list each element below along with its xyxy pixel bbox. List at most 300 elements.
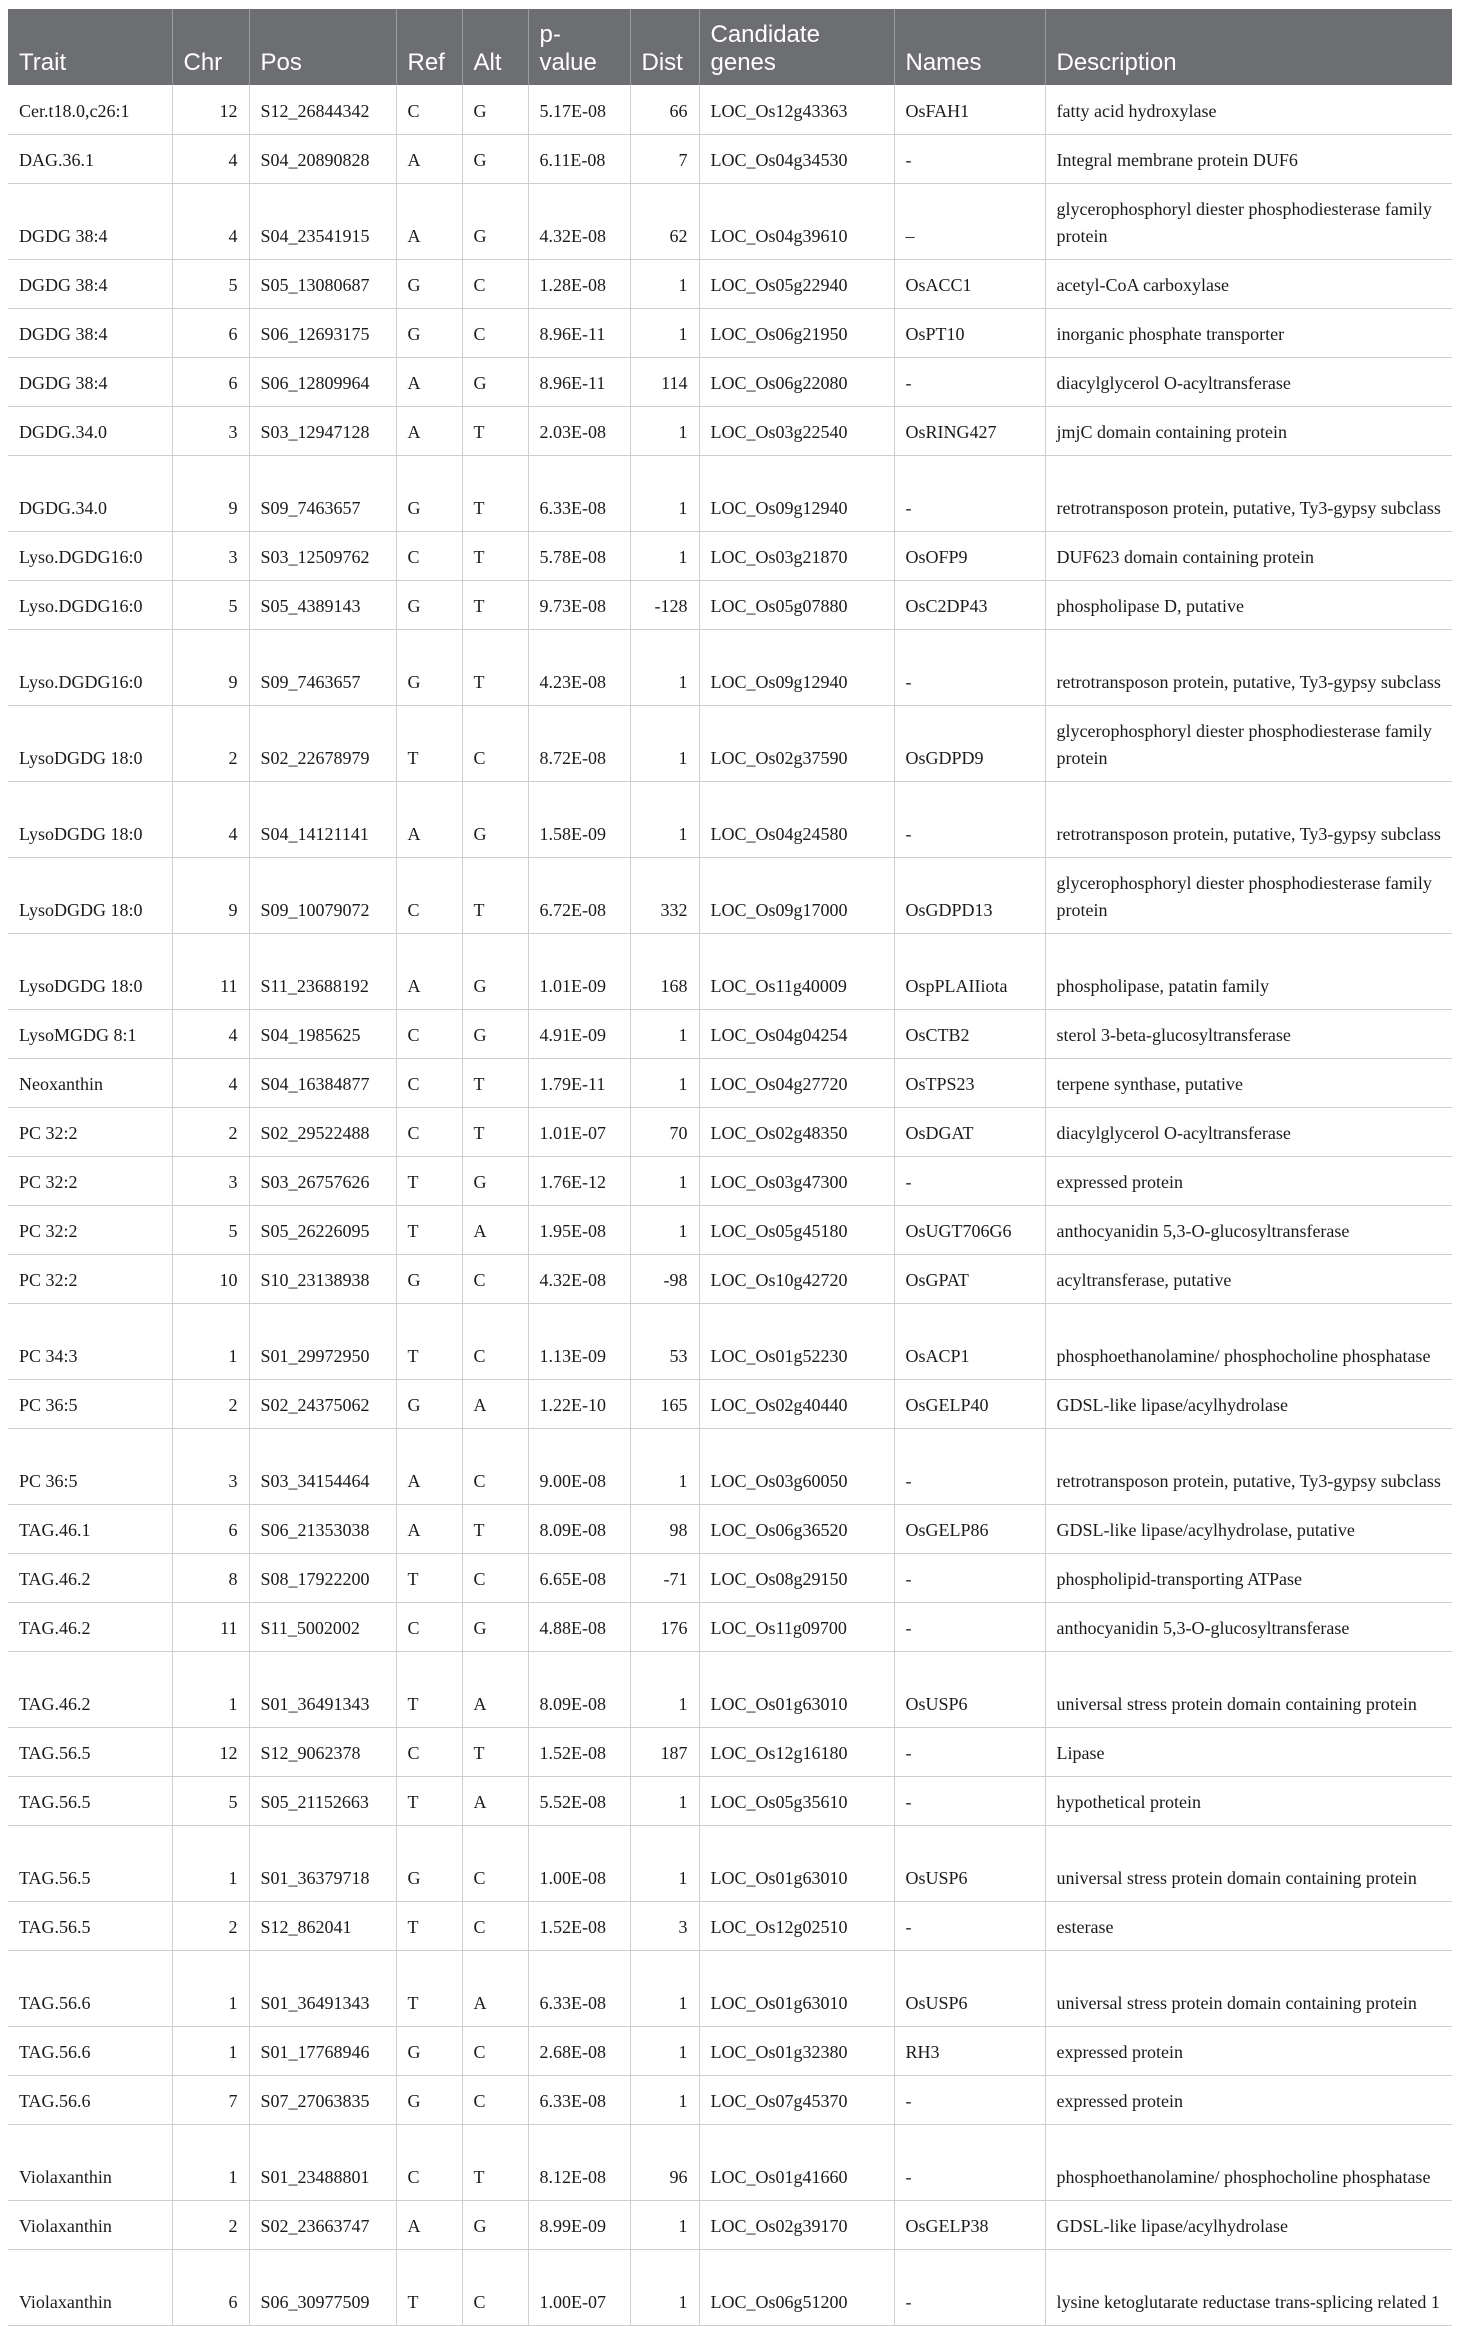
cell-alt: T	[462, 1504, 528, 1553]
cell-trait: Lyso.DGDG16:0	[8, 531, 172, 580]
cell-candidate-gene: LOC_Os03g47300	[699, 1156, 894, 1205]
cell-pos: S03_12947128	[249, 406, 396, 455]
table-row	[8, 308, 1452, 357]
cell-pos: S12_9062378	[249, 1727, 396, 1776]
cell-name: OsFAH1	[894, 85, 1045, 134]
cell-alt: G	[462, 85, 528, 134]
cell-dist: 1	[630, 2075, 699, 2124]
cell-trait: Lyso.DGDG16:0	[8, 580, 172, 629]
cell-pos: S01_36491343	[249, 1651, 396, 1727]
table-row	[8, 134, 1452, 183]
cell-alt: T	[462, 455, 528, 531]
cell-name: OsUSP6	[894, 1825, 1045, 1901]
cell-p-value: 2.03E-08	[528, 406, 630, 455]
cell-candidate-gene: LOC_Os01g63010	[699, 1950, 894, 2026]
cell-candidate-gene: LOC_Os04g04254	[699, 1009, 894, 1058]
column-header-chr: Chr	[172, 9, 249, 85]
column-header-names: Names	[894, 9, 1045, 85]
cell-candidate-gene: LOC_Os02g39170	[699, 2200, 894, 2249]
cell-ref: A	[396, 1428, 462, 1504]
cell-candidate-gene: LOC_Os06g36520	[699, 1504, 894, 1553]
cell-chr: 2	[172, 1901, 249, 1950]
cell-dist: 176	[630, 1602, 699, 1651]
cell-pos: S12_862041	[249, 1901, 396, 1950]
cell-ref: T	[396, 705, 462, 781]
table-row	[8, 1009, 1452, 1058]
table-row	[8, 183, 1452, 259]
cell-candidate-gene: LOC_Os05g07880	[699, 580, 894, 629]
cell-dist: 1	[630, 781, 699, 857]
cell-alt: C	[462, 2249, 528, 2325]
cell-pos: S03_26757626	[249, 1156, 396, 1205]
cell-chr: 5	[172, 1776, 249, 1825]
table-header	[8, 9, 1452, 85]
cell-dist: 1	[630, 1950, 699, 2026]
cell-name: -	[894, 1901, 1045, 1950]
cell-pos: S02_29522488	[249, 1107, 396, 1156]
cell-chr: 6	[172, 1504, 249, 1553]
cell-p-value: 1.00E-07	[528, 2249, 630, 2325]
cell-alt: A	[462, 1205, 528, 1254]
cell-trait: DGDG.34.0	[8, 455, 172, 531]
cell-description: lysine ketoglutarate reductase trans-splicing related 1	[1045, 2249, 1452, 2325]
cell-ref: T	[396, 1950, 462, 2026]
table-row	[8, 455, 1452, 531]
cell-name: OsUSP6	[894, 1950, 1045, 2026]
table-row	[8, 1727, 1452, 1776]
cell-alt: G	[462, 1602, 528, 1651]
cell-trait: LysoMGDG 8:1	[8, 1009, 172, 1058]
cell-chr: 6	[172, 357, 249, 406]
table-body	[8, 85, 1452, 2325]
cell-candidate-gene: LOC_Os06g51200	[699, 2249, 894, 2325]
cell-dist: 1	[630, 1776, 699, 1825]
cell-description: acetyl-CoA carboxylase	[1045, 259, 1452, 308]
cell-dist: 3	[630, 1901, 699, 1950]
cell-ref: G	[396, 2075, 462, 2124]
cell-p-value: 6.11E-08	[528, 134, 630, 183]
column-header-trait: Trait	[8, 9, 172, 85]
cell-name: -	[894, 2075, 1045, 2124]
cell-description: anthocyanidin 5,3-O-glucosyltransferase	[1045, 1602, 1452, 1651]
cell-trait: TAG.56.6	[8, 2075, 172, 2124]
header-row	[8, 9, 1452, 85]
cell-chr: 3	[172, 406, 249, 455]
table-row	[8, 357, 1452, 406]
table-row	[8, 2200, 1452, 2249]
cell-ref: G	[396, 1379, 462, 1428]
table-row	[8, 2026, 1452, 2075]
cell-alt: C	[462, 1825, 528, 1901]
cell-p-value: 9.73E-08	[528, 580, 630, 629]
cell-name: OsGPAT	[894, 1254, 1045, 1303]
cell-name: -	[894, 1156, 1045, 1205]
cell-alt: A	[462, 1776, 528, 1825]
table-row	[8, 1950, 1452, 2026]
cell-dist: 70	[630, 1107, 699, 1156]
cell-dist: 1	[630, 705, 699, 781]
cell-p-value: 6.33E-08	[528, 455, 630, 531]
cell-trait: TAG.56.5	[8, 1776, 172, 1825]
cell-chr: 4	[172, 1058, 249, 1107]
cell-candidate-gene: LOC_Os05g45180	[699, 1205, 894, 1254]
cell-chr: 12	[172, 1727, 249, 1776]
cell-description: phospholipid-transporting ATPase	[1045, 1553, 1452, 1602]
cell-ref: T	[396, 1156, 462, 1205]
cell-description: GDSL-like lipase/acylhydrolase	[1045, 1379, 1452, 1428]
table-row	[8, 2124, 1452, 2200]
cell-chr: 11	[172, 1602, 249, 1651]
cell-name: -	[894, 1428, 1045, 1504]
cell-dist: 1	[630, 1156, 699, 1205]
cell-ref: A	[396, 134, 462, 183]
cell-candidate-gene: LOC_Os05g35610	[699, 1776, 894, 1825]
cell-candidate-gene: LOC_Os04g34530	[699, 134, 894, 183]
cell-dist: 1	[630, 1205, 699, 1254]
cell-ref: T	[396, 1553, 462, 1602]
cell-name: OsOFP9	[894, 531, 1045, 580]
cell-alt: A	[462, 1379, 528, 1428]
cell-chr: 1	[172, 1651, 249, 1727]
cell-pos: S02_22678979	[249, 705, 396, 781]
cell-ref: G	[396, 259, 462, 308]
cell-p-value: 1.52E-08	[528, 1727, 630, 1776]
cell-alt: T	[462, 406, 528, 455]
cell-alt: G	[462, 134, 528, 183]
cell-pos: S01_36379718	[249, 1825, 396, 1901]
cell-trait: Violaxanthin	[8, 2124, 172, 2200]
cell-ref: A	[396, 2200, 462, 2249]
cell-name: -	[894, 134, 1045, 183]
cell-alt: T	[462, 1107, 528, 1156]
cell-candidate-gene: LOC_Os01g52230	[699, 1303, 894, 1379]
cell-chr: 1	[172, 1303, 249, 1379]
cell-description: glycerophosphoryl diester phosphodiesterase family protein	[1045, 857, 1452, 933]
cell-description: glycerophosphoryl diester phosphodiesterase family protein	[1045, 705, 1452, 781]
cell-chr: 2	[172, 1107, 249, 1156]
cell-description: retrotransposon protein, putative, Ty3-gypsy subclass	[1045, 629, 1452, 705]
column-header-candidate-genes: Candidate genes	[699, 9, 894, 85]
cell-ref: C	[396, 1107, 462, 1156]
cell-ref: G	[396, 1825, 462, 1901]
table-row	[8, 1504, 1452, 1553]
cell-chr: 5	[172, 580, 249, 629]
cell-p-value: 1.28E-08	[528, 259, 630, 308]
table-row	[8, 2075, 1452, 2124]
cell-dist: 187	[630, 1727, 699, 1776]
cell-pos: S10_23138938	[249, 1254, 396, 1303]
cell-description: expressed protein	[1045, 1156, 1452, 1205]
cell-description: GDSL-like lipase/acylhydrolase, putative	[1045, 1504, 1452, 1553]
cell-name: -	[894, 1602, 1045, 1651]
table-row	[8, 1776, 1452, 1825]
cell-trait: Violaxanthin	[8, 2249, 172, 2325]
cell-ref: G	[396, 455, 462, 531]
cell-alt: C	[462, 259, 528, 308]
cell-pos: S05_4389143	[249, 580, 396, 629]
cell-candidate-gene: LOC_Os10g42720	[699, 1254, 894, 1303]
cell-p-value: 4.88E-08	[528, 1602, 630, 1651]
cell-description: inorganic phosphate transporter	[1045, 308, 1452, 357]
cell-pos: S04_14121141	[249, 781, 396, 857]
cell-trait: TAG.46.2	[8, 1602, 172, 1651]
table-row	[8, 2249, 1452, 2325]
cell-candidate-gene: LOC_Os11g09700	[699, 1602, 894, 1651]
cell-name: OsACC1	[894, 259, 1045, 308]
cell-name: OsGDPD9	[894, 705, 1045, 781]
cell-candidate-gene: LOC_Os02g37590	[699, 705, 894, 781]
cell-p-value: 1.13E-09	[528, 1303, 630, 1379]
table-row	[8, 1107, 1452, 1156]
cell-p-value: 5.52E-08	[528, 1776, 630, 1825]
cell-pos: S02_23663747	[249, 2200, 396, 2249]
table-row	[8, 1205, 1452, 1254]
cell-description: sterol 3-beta-glucosyltransferase	[1045, 1009, 1452, 1058]
cell-alt: A	[462, 1651, 528, 1727]
cell-trait: Violaxanthin	[8, 2200, 172, 2249]
cell-p-value: 4.91E-09	[528, 1009, 630, 1058]
cell-name: OsGELP40	[894, 1379, 1045, 1428]
cell-p-value: 2.68E-08	[528, 2026, 630, 2075]
cell-candidate-gene: LOC_Os05g22940	[699, 259, 894, 308]
cell-dist: 332	[630, 857, 699, 933]
cell-pos: S01_29972950	[249, 1303, 396, 1379]
table-row	[8, 1825, 1452, 1901]
cell-candidate-gene: LOC_Os04g39610	[699, 183, 894, 259]
cell-description: phosphoethanolamine/ phosphocholine phosphatase	[1045, 2124, 1452, 2200]
table-row	[8, 1602, 1452, 1651]
table-row	[8, 1379, 1452, 1428]
cell-alt: C	[462, 1303, 528, 1379]
cell-pos: S07_27063835	[249, 2075, 396, 2124]
cell-dist: 1	[630, 259, 699, 308]
cell-ref: C	[396, 2124, 462, 2200]
cell-pos: S09_10079072	[249, 857, 396, 933]
cell-chr: 1	[172, 2026, 249, 2075]
cell-name: -	[894, 1553, 1045, 1602]
cell-candidate-gene: LOC_Os01g41660	[699, 2124, 894, 2200]
cell-chr: 6	[172, 308, 249, 357]
cell-name: –	[894, 183, 1045, 259]
cell-dist: 1	[630, 1009, 699, 1058]
cell-candidate-gene: LOC_Os06g21950	[699, 308, 894, 357]
cell-trait: LysoDGDG 18:0	[8, 857, 172, 933]
column-header-alt: Alt	[462, 9, 528, 85]
table-row	[8, 1651, 1452, 1727]
cell-name: -	[894, 2124, 1045, 2200]
cell-dist: 1	[630, 1651, 699, 1727]
cell-alt: G	[462, 781, 528, 857]
cell-trait: TAG.56.6	[8, 2026, 172, 2075]
cell-dist: 1	[630, 2026, 699, 2075]
cell-pos: S12_26844342	[249, 85, 396, 134]
cell-trait: TAG.46.2	[8, 1553, 172, 1602]
cell-name: -	[894, 2249, 1045, 2325]
cell-description: anthocyanidin 5,3-O-glucosyltransferase	[1045, 1205, 1452, 1254]
cell-pos: S04_20890828	[249, 134, 396, 183]
cell-alt: T	[462, 857, 528, 933]
column-header-dist: Dist	[630, 9, 699, 85]
cell-candidate-gene: LOC_Os03g22540	[699, 406, 894, 455]
cell-name: OsGDPD13	[894, 857, 1045, 933]
cell-ref: T	[396, 2249, 462, 2325]
cell-ref: G	[396, 1254, 462, 1303]
cell-trait: PC 32:2	[8, 1107, 172, 1156]
cell-ref: A	[396, 406, 462, 455]
cell-alt: G	[462, 183, 528, 259]
table-row	[8, 406, 1452, 455]
cell-name: OsPT10	[894, 308, 1045, 357]
cell-alt: G	[462, 1009, 528, 1058]
cell-alt: T	[462, 531, 528, 580]
table-row	[8, 933, 1452, 1009]
cell-dist: -98	[630, 1254, 699, 1303]
cell-description: retrotransposon protein, putative, Ty3-gypsy subclass	[1045, 781, 1452, 857]
table-row	[8, 857, 1452, 933]
cell-p-value: 8.09E-08	[528, 1651, 630, 1727]
cell-chr: 1	[172, 1825, 249, 1901]
cell-p-value: 6.33E-08	[528, 2075, 630, 2124]
cell-description: acyltransferase, putative	[1045, 1254, 1452, 1303]
cell-trait: PC 36:5	[8, 1428, 172, 1504]
cell-p-value: 8.96E-11	[528, 308, 630, 357]
cell-ref: G	[396, 629, 462, 705]
cell-pos: S01_17768946	[249, 2026, 396, 2075]
cell-dist: 66	[630, 85, 699, 134]
cell-p-value: 8.99E-09	[528, 2200, 630, 2249]
cell-ref: T	[396, 1651, 462, 1727]
cell-dist: 1	[630, 1428, 699, 1504]
cell-description: expressed protein	[1045, 2026, 1452, 2075]
cell-alt: T	[462, 629, 528, 705]
cell-ref: A	[396, 1504, 462, 1553]
cell-trait: PC 32:2	[8, 1254, 172, 1303]
cell-description: expressed protein	[1045, 2075, 1452, 2124]
cell-p-value: 1.01E-09	[528, 933, 630, 1009]
cell-name: -	[894, 455, 1045, 531]
cell-p-value: 1.95E-08	[528, 1205, 630, 1254]
column-header-ref: Ref	[396, 9, 462, 85]
column-header-description: Description	[1045, 9, 1452, 85]
cell-dist: 7	[630, 134, 699, 183]
cell-p-value: 6.65E-08	[528, 1553, 630, 1602]
cell-p-value: 4.32E-08	[528, 1254, 630, 1303]
cell-alt: G	[462, 357, 528, 406]
cell-ref: T	[396, 1901, 462, 1950]
cell-trait: LysoDGDG 18:0	[8, 933, 172, 1009]
cell-chr: 9	[172, 455, 249, 531]
cell-trait: TAG.56.6	[8, 1950, 172, 2026]
cell-alt: T	[462, 1727, 528, 1776]
cell-p-value: 4.32E-08	[528, 183, 630, 259]
cell-candidate-gene: LOC_Os06g22080	[699, 357, 894, 406]
cell-alt: C	[462, 2075, 528, 2124]
cell-trait: Cer.t18.0,c26:1	[8, 85, 172, 134]
cell-pos: S02_24375062	[249, 1379, 396, 1428]
cell-p-value: 1.22E-10	[528, 1379, 630, 1428]
cell-alt: C	[462, 705, 528, 781]
cell-name: OsACP1	[894, 1303, 1045, 1379]
cell-alt: C	[462, 1254, 528, 1303]
cell-description: DUF623 domain containing protein	[1045, 531, 1452, 580]
cell-chr: 4	[172, 134, 249, 183]
cell-trait: LysoDGDG 18:0	[8, 705, 172, 781]
cell-dist: -71	[630, 1553, 699, 1602]
cell-description: glycerophosphoryl diester phosphodiesterase family protein	[1045, 183, 1452, 259]
cell-pos: S06_30977509	[249, 2249, 396, 2325]
cell-pos: S04_16384877	[249, 1058, 396, 1107]
cell-chr: 2	[172, 2200, 249, 2249]
table-row	[8, 1428, 1452, 1504]
cell-pos: S03_34154464	[249, 1428, 396, 1504]
table-row	[8, 531, 1452, 580]
cell-candidate-gene: LOC_Os09g12940	[699, 455, 894, 531]
cell-dist: 1	[630, 629, 699, 705]
column-header-pos: Pos	[249, 9, 396, 85]
cell-description: phospholipase D, putative	[1045, 580, 1452, 629]
cell-candidate-gene: LOC_Os08g29150	[699, 1553, 894, 1602]
cell-chr: 12	[172, 85, 249, 134]
cell-description: terpene synthase, putative	[1045, 1058, 1452, 1107]
table-row	[8, 705, 1452, 781]
cell-candidate-gene: LOC_Os12g16180	[699, 1727, 894, 1776]
cell-alt: C	[462, 1428, 528, 1504]
cell-candidate-gene: LOC_Os03g21870	[699, 531, 894, 580]
cell-description: hypothetical protein	[1045, 1776, 1452, 1825]
cell-p-value: 1.58E-09	[528, 781, 630, 857]
cell-dist: 62	[630, 183, 699, 259]
cell-chr: 1	[172, 1950, 249, 2026]
cell-pos: S05_13080687	[249, 259, 396, 308]
cell-description: diacylglycerol O-acyltransferase	[1045, 357, 1452, 406]
cell-chr: 5	[172, 259, 249, 308]
cell-ref: C	[396, 1058, 462, 1107]
cell-trait: TAG.56.5	[8, 1825, 172, 1901]
cell-description: universal stress protein domain containing protein	[1045, 1825, 1452, 1901]
cell-alt: T	[462, 1058, 528, 1107]
cell-name: OsC2DP43	[894, 580, 1045, 629]
cell-name: OspPLAIIiota	[894, 933, 1045, 1009]
cell-ref: A	[396, 357, 462, 406]
results-table-container	[8, 9, 1452, 2326]
cell-dist: 1	[630, 531, 699, 580]
cell-ref: A	[396, 183, 462, 259]
cell-chr: 9	[172, 857, 249, 933]
cell-trait: Lyso.DGDG16:0	[8, 629, 172, 705]
cell-candidate-gene: LOC_Os02g48350	[699, 1107, 894, 1156]
cell-p-value: 4.23E-08	[528, 629, 630, 705]
cell-description: jmjC domain containing protein	[1045, 406, 1452, 455]
table-row	[8, 85, 1452, 134]
cell-candidate-gene: LOC_Os01g32380	[699, 2026, 894, 2075]
cell-dist: 96	[630, 2124, 699, 2200]
cell-chr: 5	[172, 1205, 249, 1254]
cell-dist: 1	[630, 406, 699, 455]
cell-dist: 1	[630, 1058, 699, 1107]
cell-alt: C	[462, 1901, 528, 1950]
cell-name: -	[894, 781, 1045, 857]
cell-p-value: 1.76E-12	[528, 1156, 630, 1205]
cell-p-value: 9.00E-08	[528, 1428, 630, 1504]
cell-dist: 98	[630, 1504, 699, 1553]
cell-chr: 3	[172, 1428, 249, 1504]
table-row	[8, 629, 1452, 705]
table-row	[8, 1303, 1452, 1379]
cell-pos: S04_1985625	[249, 1009, 396, 1058]
cell-dist: 165	[630, 1379, 699, 1428]
cell-name: RH3	[894, 2026, 1045, 2075]
cell-description: Lipase	[1045, 1727, 1452, 1776]
